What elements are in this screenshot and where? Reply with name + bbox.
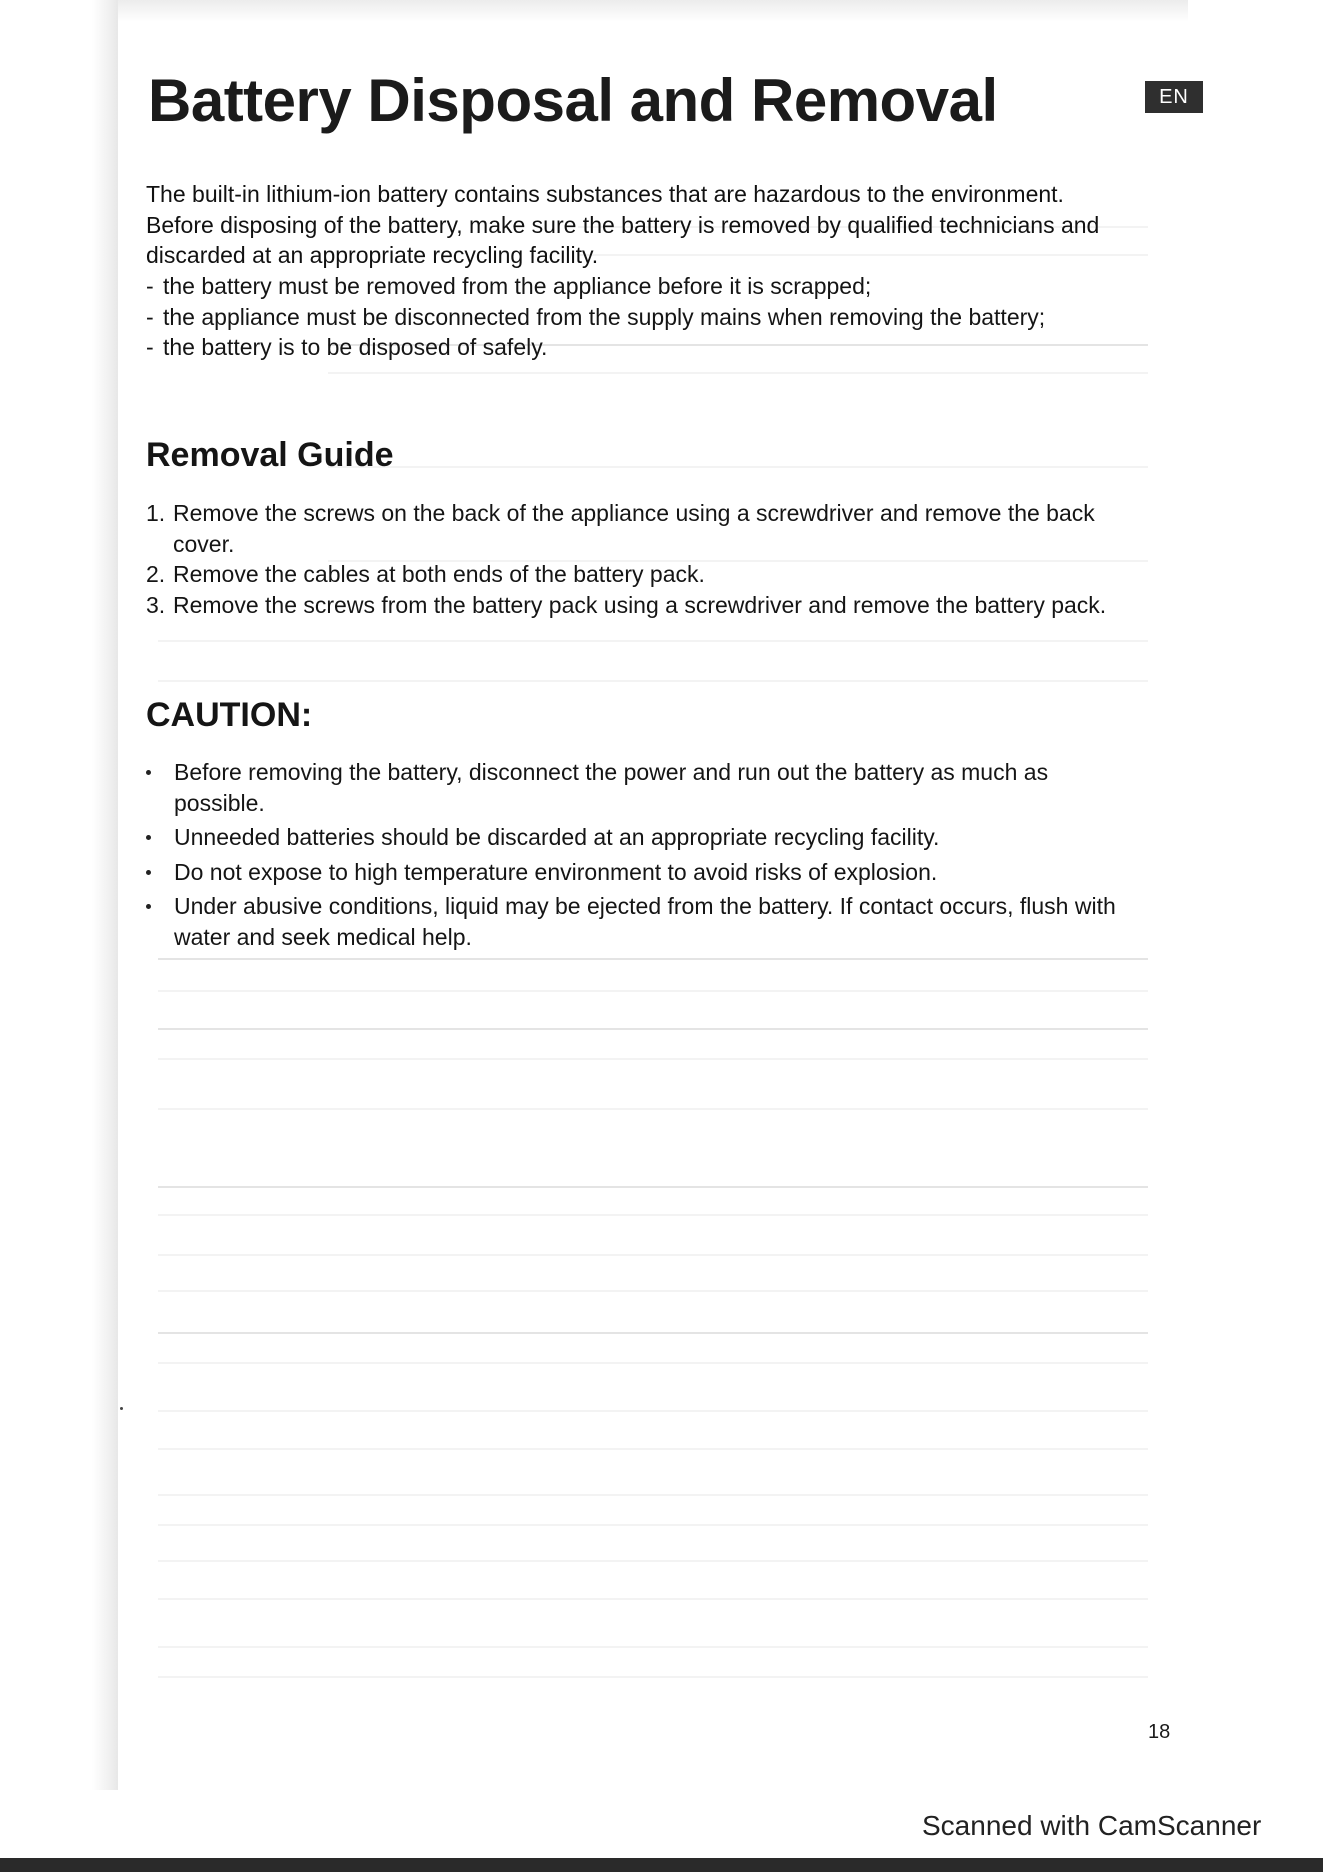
bullet-icon xyxy=(146,904,151,909)
bleed-through-line xyxy=(158,1646,1148,1648)
language-badge: EN xyxy=(1145,81,1203,113)
disposal-requirements-list xyxy=(146,271,1126,363)
caution-text: Under abusive conditions, liquid may be ejected from the battery. If contact occurs, flush with water and seek medical help. xyxy=(174,893,1116,950)
dash-marker: - xyxy=(146,273,154,299)
scan-bottom-edge xyxy=(0,1858,1323,1872)
bleed-through-line xyxy=(328,372,1148,374)
removal-step xyxy=(146,559,1131,590)
bleed-through-line xyxy=(158,1524,1148,1526)
dash-marker: - xyxy=(146,303,154,330)
removal-step xyxy=(146,590,1131,621)
step-text: Remove the screws from the battery pack using a screwdriver and remove the battery pack. xyxy=(173,591,1107,618)
removal-step xyxy=(146,498,1131,559)
bleed-through-line xyxy=(328,466,1148,468)
bleed-through-line xyxy=(158,1290,1148,1292)
caution-item xyxy=(146,891,1126,952)
scan-shadow-top xyxy=(118,0,1188,22)
bleed-through-line xyxy=(158,1494,1148,1496)
scanner-watermark: Scanned with CamScanner xyxy=(922,1810,1262,1841)
bleed-through-line xyxy=(158,1676,1148,1678)
bleed-through-line xyxy=(158,1058,1148,1060)
requirement-item xyxy=(146,271,1126,302)
step-text: Remove the cables at both ends of the battery pack. xyxy=(173,561,705,587)
scan-speck xyxy=(120,1407,123,1410)
page-title: Battery Disposal and Removal xyxy=(148,67,998,134)
caution-item xyxy=(146,857,1126,888)
page-number: 18 xyxy=(1148,1721,1171,1743)
bleed-through-line xyxy=(158,1332,1148,1334)
requirement-text: the battery is to be disposed of safely. xyxy=(163,334,548,360)
bullet-icon xyxy=(146,835,151,840)
removal-guide-heading: Removal Guide xyxy=(146,436,394,474)
removal-steps-list xyxy=(146,498,1131,620)
caution-item xyxy=(146,822,1126,853)
bleed-through-line xyxy=(158,1028,1148,1030)
step-number: 2. xyxy=(146,561,166,587)
caution-list xyxy=(146,757,1126,956)
bleed-through-line xyxy=(158,640,1148,642)
bleed-through-line xyxy=(158,1108,1148,1110)
bullet-icon xyxy=(146,870,151,875)
intro-paragraph: The built-in lithium-ion battery contains substances that are hazardous to the environment. Before disposing of the battery, make sure the battery is removed by qualified technicians and discarded at an appropriate recycling facility. xyxy=(146,181,1100,268)
step-number: 1. xyxy=(146,500,166,526)
scan-shadow-left xyxy=(0,0,118,1790)
bleed-through-line xyxy=(158,1254,1148,1256)
requirement-text: the appliance must be disconnected from the supply mains when removing the battery; xyxy=(163,303,1046,330)
bleed-through-line xyxy=(158,1362,1148,1364)
bleed-through-line xyxy=(158,958,1148,960)
dash-marker: - xyxy=(146,334,154,360)
bleed-through-line xyxy=(158,1560,1148,1562)
caution-text: Unneeded batteries should be discarded at an appropriate recycling facility. xyxy=(174,824,940,850)
requirement-item xyxy=(146,302,1126,333)
caution-text: Do not expose to high temperature environment to avoid risks of explosion. xyxy=(174,858,938,885)
requirement-text: the battery must be removed from the appliance before it is scrapped; xyxy=(163,273,872,299)
bleed-through-line xyxy=(158,1410,1148,1412)
bleed-through-line xyxy=(158,1598,1148,1600)
step-text: Remove the screws on the back of the appliance using a screwdriver and remove the back cover. xyxy=(173,500,1095,557)
step-number: 3. xyxy=(146,591,166,618)
caution-text: Before removing the battery, disconnect the power and run out the battery as much as possible. xyxy=(174,759,1049,816)
requirement-item xyxy=(146,332,1126,363)
bleed-through-line xyxy=(158,1214,1148,1216)
caution-item xyxy=(146,757,1126,818)
bleed-through-line xyxy=(158,1448,1148,1450)
bullet-icon xyxy=(146,770,151,775)
bleed-through-line xyxy=(158,680,1148,682)
caution-heading: CAUTION: xyxy=(146,696,313,734)
bleed-through-line xyxy=(158,990,1148,992)
bleed-through-line xyxy=(158,1186,1148,1188)
